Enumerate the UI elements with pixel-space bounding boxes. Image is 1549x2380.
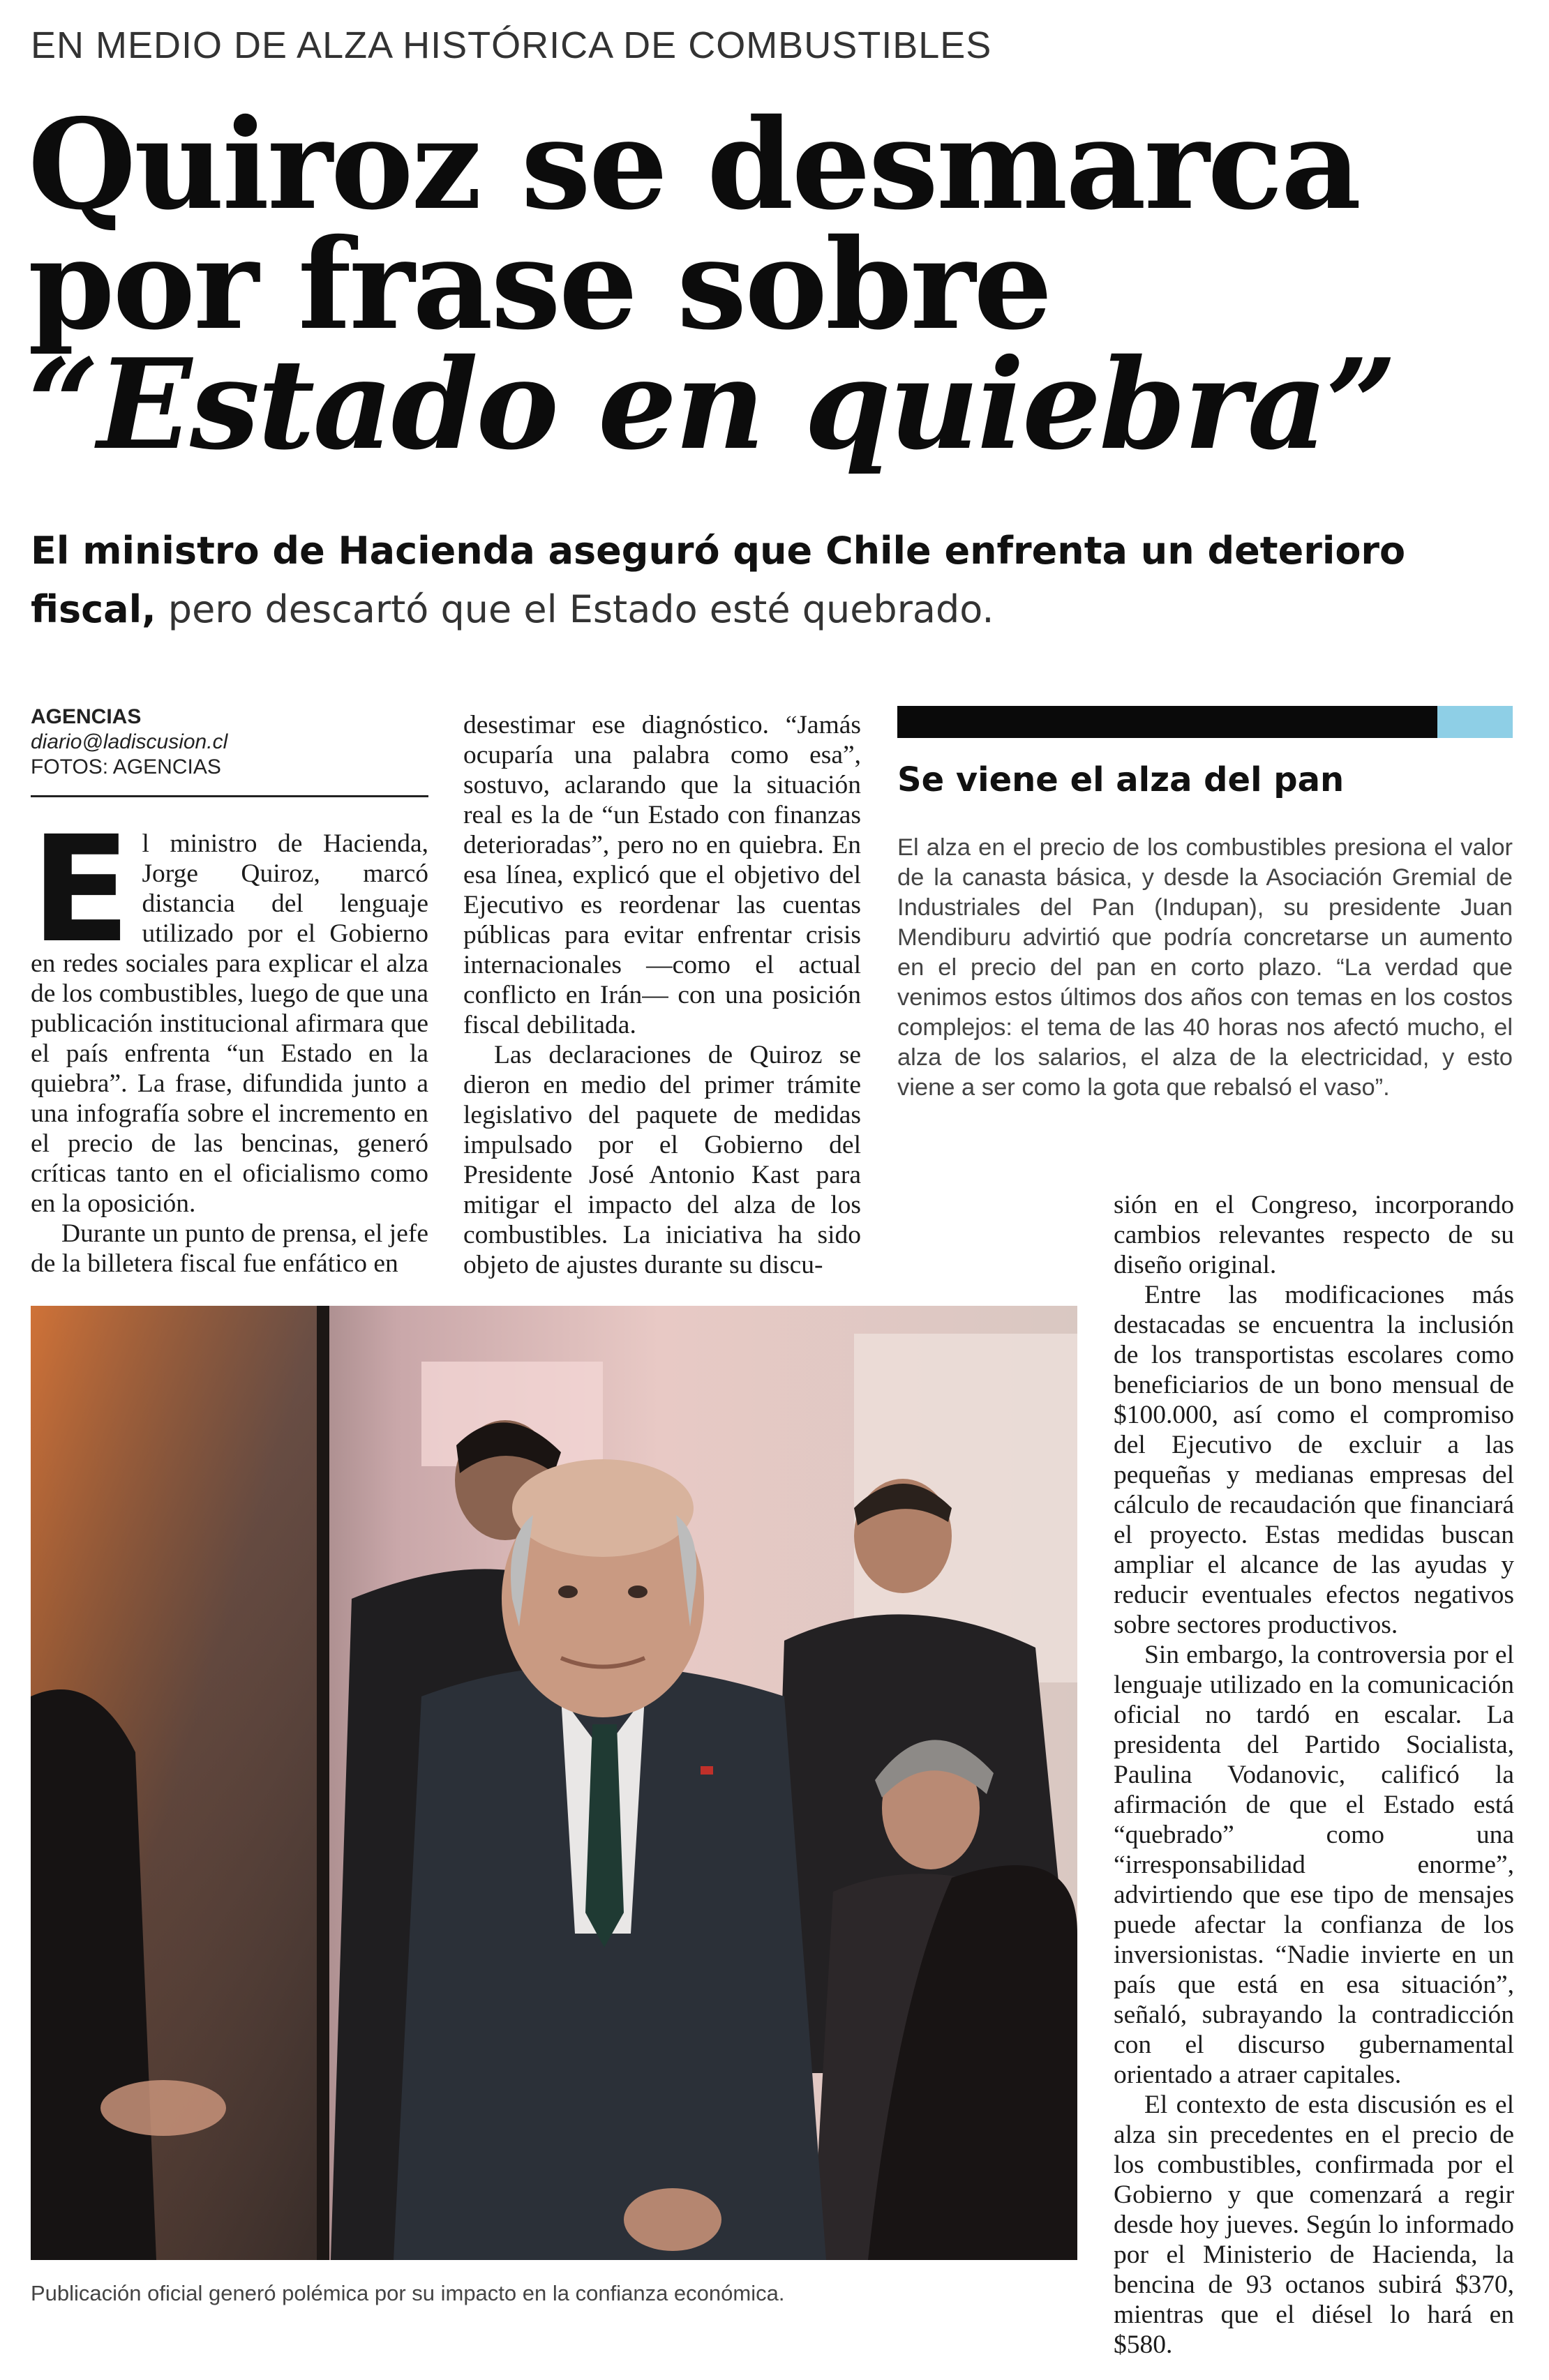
body-paragraph: Sin embargo, la controversia por el lenguaje utilizado en la comunicación oficial no tardó en escalar. La presidenta del Partido Socialista, Paulina Vodanovic, calificó la afirmación de que el Estado está “quebrado” como una “irresponsabilidad enorme”, advirtiendo que ese tipo de mensajes puede afectar la confianza de los inversionistas. “Nadie invierte en un país que está en esa situación”, señaló, subrayando la contradicción con el discurso gubernamental orientado a atraer capitales. (1114, 1641, 1514, 2089)
headline-line-3: “Estado en quiebra” (28, 331, 1395, 477)
drop-cap: E (31, 804, 131, 975)
kicker: EN MEDIO DE ALZA HISTÓRICA DE COMBUSTIBLES (31, 24, 992, 66)
photo-caption: Publicación oficial generó polémica por su impacto en la confianza económica. (31, 2281, 785, 2305)
deck-rest: pero descartó que el Estado esté quebrado. (156, 587, 994, 631)
headline-line-1: Quiroz se desmarca (28, 91, 1360, 237)
body-paragraph: El contexto de esta discusión es el alza sin precedentes en el precio de los combustibles, confirmada por el Gobierno y que comenzará a regir desde hoy jueves. Según lo informado por el Ministerio de Hacienda, la bencina de 93 octanos subirá $370, mientras que el diésel lo hará en $580. (1114, 2091, 1514, 2359)
body-paragraph: Durante un punto de prensa, el jefe de la billetera fiscal fue enfático en (31, 1219, 428, 1278)
body-column-1 (31, 804, 428, 1279)
body-paragraph: Entre las modificaciones más destacadas se encuentra la inclusión de los transportistas escolares como beneficiarios de un bono mensual de $100.000, así como el compromiso del Ejecutivo de excluir a las pequeñas y medianas empresas del cálculo de recaudación que financiará el proyecto. Estas medidas buscan ampliar el alcance de las ayudas y reducir eventuales efectos negativos sobre sectores productivos. (1114, 1281, 1514, 1639)
sidebar-rule (897, 706, 1513, 738)
body-paragraph: sión en el Congreso, incorporando cambios relevantes respecto de su diseño original. (1114, 1191, 1514, 1279)
deck-bold: El ministro de Hacienda aseguró que Chile enfrenta un deterioro fiscal, (31, 529, 1406, 631)
byline-email: diario@ladiscusion.cl (31, 730, 228, 753)
deck (31, 522, 1531, 639)
byline-agency: AGENCIAS (31, 705, 142, 728)
headline (28, 91, 1521, 477)
body-paragraph: l ministro de Hacienda, Jorge Quiroz, marcó distancia del lenguaje utilizado por el Gobierno en redes sociales para explicar el alza de los combustibles, luego de que una publicación institucional afirmara que el país enfrenta “un Estado en la quiebra”. La frase, difundida junto a una infografía sobre el incremento en el precio de las bencinas, generó críticas tanto en el oficialismo como en la oposición. (31, 829, 428, 1218)
sidebar-accent (1437, 706, 1513, 738)
byline (31, 705, 428, 797)
news-photo (31, 1306, 1077, 2260)
headline-line-2: por frase sobre (28, 211, 1051, 357)
sidebar-title: Se viene el alza del pan (897, 760, 1345, 799)
sidebar-body: El alza en el precio de los combustibles presiona el valor de la canasta básica, y desde la Asociación Gremial de Industriales del Pan (Indupan), su presidente Juan Mendiburu advirtió que podría concretarse un aumento en el precio del pan en corto plazo. “La verdad que venimos estos últimos dos años con temas en los costos complejos: el tema de las 40 horas nos afectó mucho, el alza de los salarios, el alza de la electricidad, y esto viene a ser como la gota que rebalsó el vaso”. (897, 834, 1513, 1101)
photo-illustration (31, 1306, 1077, 2260)
body-column-3 (1114, 1190, 1514, 2360)
body-column-2 (463, 710, 861, 1280)
body-paragraph: Las declaraciones de Quiroz se dieron en medio del primer trámite legislativo del paquete de medidas impulsado por el Gobierno del Presidente José Antonio Kast para mitigar el impacto del alza de los combustibles. La iniciativa ha sido objeto de ajustes durante su discu- (463, 1041, 861, 1279)
byline-photos: FOTOS: AGENCIAS (31, 755, 221, 778)
body-paragraph: desestimar ese diagnóstico. “Jamás ocuparía una palabra como esa”, sostuvo, aclarando que la situación real es la de “un Estado con finanzas deterioradas”, pero no en quiebra. En esa línea, explicó que el objetivo del Ejecutivo es reordenar las cuentas públicas para evitar enfrentar crisis internacionales —como el actual conflicto en Irán— con una posición fiscal debilitada. (463, 711, 861, 1039)
